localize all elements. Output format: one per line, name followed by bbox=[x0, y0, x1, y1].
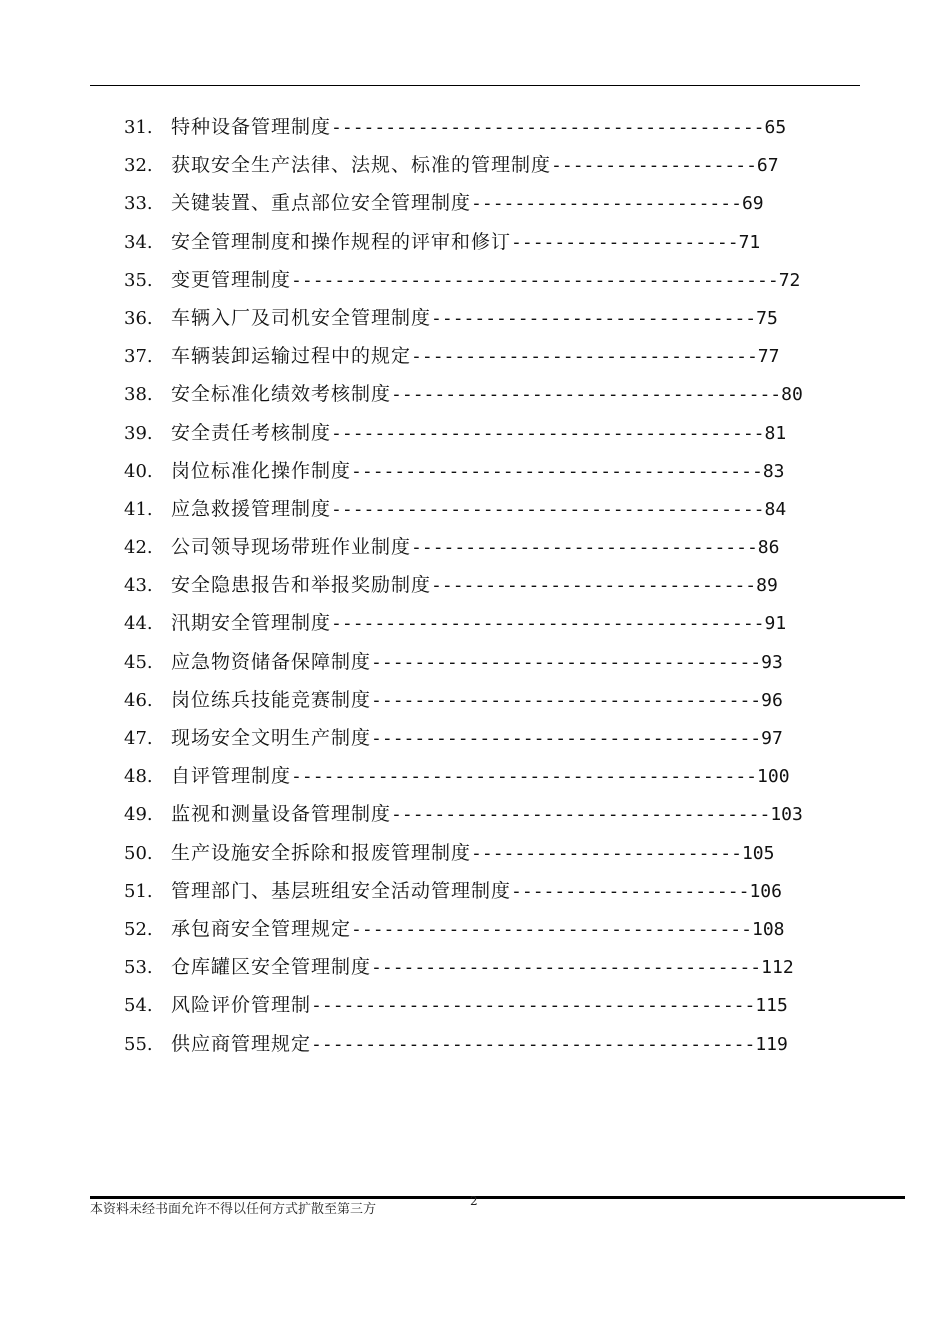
toc-entry-leader: --------------------------------------------- bbox=[291, 269, 779, 291]
toc-entry-title: 供应商管理规定 bbox=[171, 1032, 312, 1055]
toc-entry-number: 35. bbox=[124, 269, 153, 291]
header-rule bbox=[90, 85, 860, 86]
table-of-contents bbox=[124, 108, 844, 1063]
toc-entry-page: 105 bbox=[741, 842, 775, 864]
toc-entry-number: 38. bbox=[124, 384, 153, 406]
toc-entry-title: 特种设备管理制度 bbox=[171, 116, 332, 138]
toc-entry[interactable] bbox=[124, 337, 844, 375]
toc-entry-title: 仓库罐区安全管理制度 bbox=[171, 956, 372, 979]
toc-entry[interactable] bbox=[124, 375, 844, 413]
toc-entry[interactable] bbox=[124, 528, 844, 566]
toc-entry-page: 100 bbox=[757, 766, 790, 788]
toc-entry[interactable] bbox=[124, 1025, 844, 1063]
toc-entry[interactable] bbox=[124, 681, 844, 719]
toc-entry-page: 106 bbox=[749, 880, 782, 902]
toc-entry-leader: ---------------------- bbox=[511, 880, 750, 902]
toc-entry-leader: ----------------------------------------- bbox=[311, 1033, 756, 1055]
toc-entry-page: 96 bbox=[761, 689, 783, 711]
toc-entry-leader: ---------------------------------------- bbox=[331, 422, 765, 444]
toc-entry-leader: ------------------------------------ bbox=[391, 384, 782, 406]
toc-entry[interactable] bbox=[124, 795, 844, 833]
toc-entry-page: 84 bbox=[764, 498, 787, 520]
toc-entry[interactable] bbox=[124, 757, 844, 795]
toc-entry-leader: -------------------------------- bbox=[411, 537, 758, 559]
toc-entry-leader: ------------------------------------ bbox=[371, 957, 762, 979]
toc-entry-title: 岗位练兵技能竞赛制度 bbox=[171, 688, 372, 711]
toc-entry[interactable] bbox=[124, 108, 844, 146]
toc-entry[interactable] bbox=[124, 604, 844, 642]
toc-entry-leader: ------------------------------ bbox=[431, 307, 757, 329]
toc-entry-page: 81 bbox=[764, 422, 787, 444]
toc-entry-title: 汛期安全管理制度 bbox=[171, 612, 332, 635]
toc-entry-number: 43. bbox=[124, 575, 153, 597]
toc-entry-title: 安全管理制度和操作规程的评审和修订 bbox=[171, 230, 512, 253]
toc-entry-leader: ------------------------------------ bbox=[371, 689, 762, 711]
toc-entry-page: 112 bbox=[761, 957, 794, 979]
toc-entry[interactable] bbox=[124, 566, 844, 604]
toc-entry-page: 91 bbox=[764, 613, 787, 635]
toc-entry-title: 管理部门、基层班组安全活动管理制度 bbox=[171, 879, 512, 902]
toc-entry-number: 32. bbox=[124, 155, 153, 177]
toc-entry-number: 48. bbox=[124, 766, 153, 788]
toc-entry-leader: ------------------------------------ bbox=[371, 728, 762, 749]
toc-entry[interactable] bbox=[124, 719, 844, 757]
toc-entry-leader: ---------------------------------------- bbox=[331, 613, 765, 635]
toc-entry-leader: ------------------------------------- bbox=[351, 918, 752, 940]
toc-entry[interactable] bbox=[124, 184, 844, 222]
toc-entry-number: 39. bbox=[124, 422, 153, 444]
toc-entry-page: 119 bbox=[755, 1033, 788, 1055]
toc-entry[interactable] bbox=[124, 910, 844, 948]
toc-entry-title: 车辆入厂及司机安全管理制度 bbox=[171, 306, 432, 329]
toc-entry-number: 52. bbox=[124, 918, 153, 940]
toc-entry-page: 72 bbox=[778, 269, 801, 291]
toc-entry-number: 37. bbox=[124, 346, 153, 368]
toc-entry-leader: ------------------------------------------- bbox=[291, 766, 758, 788]
toc-entry[interactable] bbox=[124, 490, 844, 528]
toc-entry-page: 93 bbox=[761, 651, 783, 673]
toc-entry-number: 54. bbox=[124, 995, 153, 1017]
toc-entry-number: 31. bbox=[124, 117, 153, 138]
toc-entry[interactable] bbox=[124, 414, 844, 452]
toc-entry-page: 115 bbox=[755, 995, 788, 1017]
toc-entry-page: 86 bbox=[757, 537, 780, 559]
toc-entry[interactable] bbox=[124, 299, 844, 337]
toc-entry[interactable] bbox=[124, 986, 844, 1024]
toc-entry-number: 50. bbox=[124, 842, 153, 864]
toc-entry-title: 车辆装卸运输过程中的规定 bbox=[171, 345, 412, 368]
toc-entry[interactable] bbox=[124, 146, 844, 184]
toc-entry-number: 55. bbox=[124, 1033, 153, 1055]
toc-entry[interactable] bbox=[124, 261, 844, 299]
toc-entry-title: 现场安全文明生产制度 bbox=[171, 727, 372, 749]
toc-entry-page: 97 bbox=[761, 728, 783, 749]
toc-entry-page: 89 bbox=[756, 575, 778, 597]
toc-entry-leader: ---------------------------------------- bbox=[331, 117, 765, 138]
toc-entry-number: 36. bbox=[124, 307, 153, 329]
toc-entry-leader: ------------------- bbox=[551, 155, 757, 177]
toc-entry-page: 71 bbox=[738, 231, 761, 253]
toc-entry-leader: ----------------------------------- bbox=[391, 804, 771, 826]
footer-page-number: 2 bbox=[470, 1194, 478, 1208]
toc-entry-page: 75 bbox=[756, 307, 778, 329]
toc-entry-title: 获取安全生产法律、法规、标准的管理制度 bbox=[171, 154, 552, 177]
toc-entry-page: 103 bbox=[770, 804, 803, 826]
toc-entry-number: 41. bbox=[124, 498, 153, 520]
toc-entry-number: 33. bbox=[124, 193, 153, 215]
toc-entry-title: 监视和测量设备管理制度 bbox=[171, 803, 392, 826]
toc-entry[interactable] bbox=[124, 948, 844, 986]
toc-entry-title: 公司领导现场带班作业制度 bbox=[171, 536, 412, 559]
toc-entry-page: 65 bbox=[764, 117, 787, 138]
toc-entry-leader: -------------------------------------- bbox=[351, 460, 763, 482]
toc-entry-page: 80 bbox=[781, 384, 803, 406]
toc-entry-leader: ---------------------------------------- bbox=[331, 498, 765, 520]
toc-entry-title: 自评管理制度 bbox=[171, 765, 292, 788]
toc-entry-number: 34. bbox=[124, 231, 153, 253]
toc-entry-number: 49. bbox=[124, 804, 153, 826]
footer-note: 本资料未经书面允许不得以任何方式扩散至第三方 bbox=[90, 1202, 377, 1217]
toc-entry-title: 变更管理制度 bbox=[171, 268, 292, 291]
toc-entry-title: 风险评价管理制 bbox=[171, 994, 312, 1017]
toc-entry-number: 51. bbox=[124, 880, 153, 902]
toc-entry-number: 53. bbox=[124, 957, 153, 979]
toc-entry-leader: ------------------------- bbox=[471, 193, 742, 215]
toc-entry-title: 应急物资储备保障制度 bbox=[171, 650, 372, 673]
toc-entry-number: 44. bbox=[124, 613, 153, 635]
toc-entry[interactable] bbox=[124, 872, 844, 910]
toc-entry-leader: ------------------------------ bbox=[431, 575, 757, 597]
toc-entry-leader: ------------------------- bbox=[471, 842, 742, 864]
toc-entry-page: 69 bbox=[741, 193, 764, 215]
toc-entry-title: 承包商安全管理规定 bbox=[171, 917, 352, 940]
toc-entry-number: 47. bbox=[124, 728, 153, 749]
toc-entry-page: 67 bbox=[756, 155, 779, 177]
toc-entry-number: 45. bbox=[124, 651, 153, 673]
toc-entry-leader: -------------------------------- bbox=[411, 346, 758, 368]
toc-entry-number: 42. bbox=[124, 537, 153, 559]
toc-entry-leader: --------------------- bbox=[511, 231, 739, 253]
toc-entry-title: 岗位标准化操作制度 bbox=[171, 459, 352, 482]
toc-entry-title: 安全隐患报告和举报奖励制度 bbox=[171, 574, 432, 597]
toc-entry[interactable] bbox=[124, 834, 844, 872]
toc-entry-title: 生产设施安全拆除和报废管理制度 bbox=[171, 841, 472, 864]
toc-entry-title: 关键装置、重点部位安全管理制度 bbox=[171, 192, 472, 215]
toc-entry-number: 46. bbox=[124, 689, 153, 711]
toc-entry-number: 40. bbox=[124, 460, 153, 482]
toc-entry-title: 安全责任考核制度 bbox=[171, 421, 332, 444]
toc-entry[interactable] bbox=[124, 223, 844, 261]
toc-entry-page: 77 bbox=[757, 346, 780, 368]
toc-entry-leader: ------------------------------------ bbox=[371, 651, 762, 673]
toc-entry-title: 应急救援管理制度 bbox=[171, 497, 332, 520]
toc-entry-page: 108 bbox=[751, 918, 785, 940]
toc-entry-leader: ----------------------------------------- bbox=[311, 995, 756, 1017]
toc-entry[interactable] bbox=[124, 643, 844, 681]
toc-entry-page: 83 bbox=[762, 460, 785, 482]
toc-entry[interactable] bbox=[124, 452, 844, 490]
toc-entry-title: 安全标准化绩效考核制度 bbox=[171, 383, 392, 406]
